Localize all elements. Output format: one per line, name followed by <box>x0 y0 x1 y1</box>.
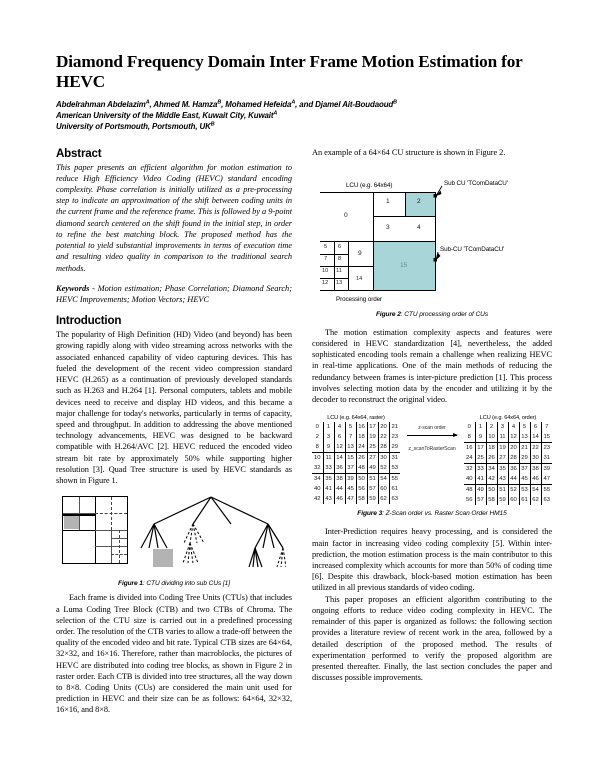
abstract-heading: Abstract <box>56 146 102 160</box>
table-cell: 30 <box>378 453 389 464</box>
table-cell: 56 <box>465 497 473 504</box>
figure-2-graphic <box>312 166 552 306</box>
table-cell: 7 <box>345 432 356 442</box>
arrow-line-icon <box>407 435 457 436</box>
right-paragraph-5: This paper proposes an efficient algorithm contributing to the ongoing efforts to reduce video coding complexity in HEVC. The remainder of this paper is organized as follows: the following section provides a literature review of recent work in the area, followed by a detailed description of the proposed method. The results of experimentation performed to verify the proposed algorithm are presented thereafter. Finally, the last section concludes the paper and discusses possible improvements. <box>312 594 552 683</box>
table-cell: 60 <box>378 484 389 494</box>
author-4: , and Djamel Ait-Boudaoud <box>295 99 394 109</box>
figure-2-lcu-label: LCU (e.g. 64x64) <box>346 181 393 189</box>
table-cell: 17 <box>475 443 486 454</box>
figure-2-number-1: 1 <box>386 197 390 205</box>
table-cell: 42 <box>313 496 321 503</box>
table-cell: 58 <box>356 494 367 504</box>
table-cell: 14 <box>334 453 345 464</box>
table-cell: 5 <box>345 422 356 432</box>
table-cell: 37 <box>519 464 530 475</box>
figure-2-number-4: 4 <box>417 223 421 231</box>
table-cell: 46 <box>334 494 345 504</box>
two-column-body <box>0 133 600 716</box>
introduction-heading: Introduction <box>56 314 122 328</box>
figure-2-sub-cu-bottom-label: Sub-CU 'TComDataCU' <box>440 245 505 253</box>
figure-2-number-2: 2 <box>417 197 421 205</box>
table-cell: 18 <box>356 432 367 442</box>
table-cell: 47 <box>541 474 552 485</box>
table-row <box>312 494 400 504</box>
figure-1-label: Figure 1 <box>118 580 143 588</box>
table-cell: 61 <box>519 495 530 505</box>
table-cell: 4 <box>334 422 345 432</box>
table-cell: 61 <box>389 484 400 494</box>
table-cell: 18 <box>486 443 497 454</box>
table-cell: 16 <box>356 422 367 432</box>
table-cell: 52 <box>378 463 389 474</box>
table-cell: 1 <box>475 422 486 432</box>
table-cell: 47 <box>345 494 356 504</box>
affiliation-2-mark: B <box>210 121 215 128</box>
table-cell: 13 <box>345 442 356 453</box>
table-cell: 55 <box>389 474 400 485</box>
table-cell: 8 <box>464 432 475 443</box>
table-row <box>312 432 400 442</box>
figure-2-number-13: 13 <box>336 279 343 286</box>
table-row <box>464 453 552 464</box>
author-3: , Mohamed Hefeida <box>221 99 292 109</box>
table-cell: 53 <box>519 485 530 496</box>
right-paragraph-3: The motion estimation complexity aspects and features were considered in HEVC standardization [4], nevertheless, the added sophisticated encoding tools remain a challenge when realizing HEVC in real-time applications. One of the main methods of reducing the redundancy between frames is inter-picture prediction [1]. This process involves selecting motion data by the encoder and utilizing it by the decoder to reconstruct the original video. <box>312 327 552 405</box>
table-cell: 50 <box>356 474 367 485</box>
table-cell: 59 <box>497 495 508 505</box>
table-cell: 50 <box>486 485 497 496</box>
spacer <box>56 305 292 314</box>
right-column <box>312 147 552 716</box>
table-cell: 48 <box>465 487 473 494</box>
table-cell: 0 <box>467 424 471 431</box>
table-cell: 29 <box>519 453 530 464</box>
table-cell: 26 <box>356 453 367 464</box>
author-list <box>56 99 556 110</box>
scan-conversion-arrow <box>402 415 462 452</box>
table-cell: 62 <box>378 494 389 504</box>
table-cell: 59 <box>367 494 378 504</box>
arrow-label-top: z-scan order <box>418 425 446 432</box>
table-cell: 28 <box>378 442 389 453</box>
table-cell: 26 <box>486 453 497 464</box>
table-row <box>312 422 400 432</box>
table-cell: 46 <box>530 474 541 485</box>
table-cell: 16 <box>465 445 473 452</box>
table-cell: 41 <box>323 484 334 494</box>
z-scan-table <box>312 422 400 504</box>
table-cell: 21 <box>519 443 530 454</box>
left-column <box>56 147 292 716</box>
table-row <box>312 474 400 485</box>
figure-2-number-6: 6 <box>338 243 342 250</box>
table-row <box>464 474 552 485</box>
table-cell: 40 <box>313 486 321 493</box>
table-cell: 49 <box>475 485 486 496</box>
table-row <box>312 463 400 474</box>
table-cell: 52 <box>508 485 519 496</box>
table-cell: 30 <box>530 453 541 464</box>
table-cell: 31 <box>389 453 400 464</box>
table-cell: 32 <box>465 466 473 473</box>
table-cell: 0 <box>315 424 319 431</box>
z-scan-panel <box>312 415 400 504</box>
table-cell: 49 <box>367 463 378 474</box>
table-cell: 2 <box>315 434 319 441</box>
paper-header <box>0 0 600 133</box>
figure-3-caption-text: : Z-Scan order vs. Raster Scan Order HM15 <box>382 510 507 518</box>
spacer <box>312 517 552 526</box>
table-cell: 51 <box>367 474 378 485</box>
keywords-line <box>56 283 292 305</box>
figure-2-processing-order-label: Processing order <box>336 295 382 303</box>
table-cell: 54 <box>378 474 389 485</box>
scan-order-comparison <box>312 415 552 505</box>
table-cell: 4 <box>508 422 519 432</box>
table-cell: 57 <box>367 484 378 494</box>
table-cell: 56 <box>356 484 367 494</box>
table-cell: 23 <box>389 432 400 442</box>
figure-3-label: Figure 3 <box>357 510 383 518</box>
table-cell: 25 <box>367 442 378 453</box>
figure-2-number-0: 0 <box>344 211 348 219</box>
page-title: Diamond Frequency Domain Inter Frame Motion Estimation for HEVC <box>56 52 523 92</box>
table-cell: 34 <box>313 476 321 483</box>
spacer <box>312 318 552 327</box>
table-cell: 62 <box>530 495 541 505</box>
table-cell: 36 <box>508 464 519 475</box>
author-2-affil-mark: B <box>217 99 222 106</box>
table-cell: 48 <box>356 463 367 474</box>
ctu-partition-grid <box>62 496 128 564</box>
figure-2-number-9: 9 <box>358 249 362 257</box>
table-cell: 35 <box>497 464 508 475</box>
raster-scan-body <box>464 422 552 505</box>
figure-2-number-15: 15 <box>400 261 408 269</box>
table-row <box>464 485 552 496</box>
table-cell: 6 <box>334 432 345 442</box>
table-cell: 19 <box>497 443 508 454</box>
affiliation-1 <box>56 110 556 121</box>
table-cell: 12 <box>334 442 345 453</box>
figure-2-caption <box>312 311 552 318</box>
table-cell: 20 <box>378 422 389 432</box>
figure-2-number-5: 5 <box>324 243 328 250</box>
table-row <box>464 495 552 505</box>
table-cell: 3 <box>497 422 508 432</box>
table-row <box>312 442 400 453</box>
table-cell: 40 <box>464 474 475 485</box>
table-cell: 29 <box>389 442 400 453</box>
affiliation-1-text: American University of the Middle East, Kuwait City, Kuwait <box>56 111 274 121</box>
table-cell: 32 <box>312 463 323 474</box>
table-cell: 53 <box>389 463 400 474</box>
table-cell: 21 <box>389 422 400 432</box>
figure-2-number-12: 12 <box>322 279 329 286</box>
author-1-affil-mark: A <box>145 99 150 106</box>
table-cell: 39 <box>541 464 552 475</box>
table-row <box>312 453 400 464</box>
table-cell: 39 <box>345 474 356 485</box>
figure-2-caption-text: : CTU processing order of CUs <box>400 310 489 318</box>
table-cell: 63 <box>541 495 552 505</box>
figure-2-number-7: 7 <box>324 255 328 262</box>
affiliation-2-text: University of Portsmouth, Portsmouth, UK <box>56 122 211 132</box>
table-cell: 60 <box>508 495 519 505</box>
table-cell: 23 <box>541 443 552 454</box>
raster-scan-table <box>464 422 552 505</box>
figure-2-number-8: 8 <box>338 255 342 262</box>
figure-2-number-10: 10 <box>322 267 329 274</box>
quadtree-svg <box>136 493 286 573</box>
table-cell: 33 <box>323 463 334 474</box>
table-cell: 10 <box>486 432 497 443</box>
table-cell: 22 <box>530 443 541 454</box>
shaded-cu-block <box>64 514 79 529</box>
ctu-processing-order-diagram <box>312 166 552 304</box>
figure-2-number-3: 3 <box>386 223 390 231</box>
author-2: , Ahmed M. Hamza <box>149 99 218 109</box>
table-cell: 43 <box>323 494 334 504</box>
table-cell: 51 <box>497 485 508 496</box>
table-cell: 44 <box>508 474 519 485</box>
arrow-label-bottom: z_scanToRasterScan <box>408 446 456 453</box>
affiliation-2 <box>56 121 556 132</box>
table-row <box>464 432 552 443</box>
table-cell: 27 <box>497 453 508 464</box>
keywords-label: Keywords <box>56 283 90 293</box>
figure-3-graphic <box>312 415 552 517</box>
table-cell: 5 <box>519 422 530 432</box>
intro-paragraph-2: Each frame is divided into Coding Tree Units (CTUs) that includes a Luma Coding Tree Block (CTB) and two CTBs of Chroma. The selection of the CTU size is carried out in a predefined processing order. The resolution of the CTB varies to allow a trade-off between the quality of the encoded video and bit rate. Typical CTB sizes are 64×64, 32×32, and 16×16. Therefore, rather than macroblocks, the pictures of HEVC are distributed into coding tree blocks, as shown in Figure 2 in raster order. Each CTB is divided into tree structures, all the way down to 8×8. Coding Units (CUs) are considered the main unit used for prediction in HEVC and their size can be as follows: 64×64, 32×32, 16×16, and 8×8. <box>56 593 292 715</box>
table-cell: 27 <box>367 453 378 464</box>
table-cell: 3 <box>323 432 334 442</box>
table-cell: 54 <box>530 485 541 496</box>
intro-paragraph-1: The popularity of High Definition (HD) Video (and beyond) has been growing rapidly along with video streaming across networks with the associated enhanced capability of video capturing devices. This has fueled the development of the recent video compression standard HEVC (H.265) as a continuation of previously developed standards such as H.263 and H.264 [1]. Personal computers, tablets and mobile devices need to receive and display HD videos, and this became a major challenge for today's networks, particularly in terms of capacity, speed and throughput. In addition to addressing the above mentioned technology advancements, HEVC was designed to be backward compatible with H.264/AVC [2]. HEVC reduced the encoded video stream bit rate by approximately 50% while supporting higher resolution [3]. Quad Tree structure is used by HEVC standards as shown in Figure 1. <box>56 330 292 486</box>
table-cell: 28 <box>508 453 519 464</box>
table-cell: 13 <box>519 432 530 443</box>
figure-2-number-14: 14 <box>356 275 363 282</box>
table-cell: 24 <box>356 442 367 453</box>
table-cell: 57 <box>475 495 486 505</box>
table-row <box>464 443 552 454</box>
table-cell: 25 <box>475 453 486 464</box>
table-cell: 22 <box>378 432 389 442</box>
table-cell: 15 <box>541 432 552 443</box>
table-cell: 44 <box>334 484 345 494</box>
abstract-text: This paper presents an efficient algorithm for motion estimation to reduce High Efficiency Video Coding (HEVC) standard encoding complexity. Phase correlation is initially utilized as a pre-processing step to indicate an approximation of the shift between coding units in the current frame and the reference frame. This is followed by a 9-point diamond search centered on the shift found in the initial step, in order to refine the best matching block. The proposed method has the potential to yield substantial improvements in terms of execution time and resulting video quality in comparison to the traditional search methods. <box>56 162 292 273</box>
author-3-affil-mark: A <box>291 99 296 106</box>
table-cell: 43 <box>497 474 508 485</box>
table-row <box>464 422 552 432</box>
table-cell: 58 <box>486 495 497 505</box>
table-cell: 33 <box>475 464 486 475</box>
table-cell: 14 <box>530 432 541 443</box>
figure-1-caption-text: : CTU dividing into sub CUs [1] <box>142 580 230 588</box>
figure-1-graphic <box>56 493 292 575</box>
table-cell: 35 <box>323 474 334 485</box>
table-cell: 8 <box>312 442 323 453</box>
figure-2-sub-cu-top-label: Sub CU 'TComDataCU' <box>444 179 508 187</box>
table-cell: 42 <box>486 474 497 485</box>
table-cell: 1 <box>323 422 334 432</box>
author-1: Abdelrahman Abdelazim <box>56 99 146 109</box>
figure-1-caption <box>56 580 292 587</box>
table-cell: 38 <box>530 464 541 475</box>
keywords-text: - Motion estimation; Phase Correlation; Diamond Search; HEVC Improvements; Motion Vectors; HEVC <box>56 283 292 304</box>
table-cell: 20 <box>508 443 519 454</box>
table-cell: 12 <box>508 432 519 443</box>
table-cell: 36 <box>334 463 345 474</box>
figure-2-intro-line: An example of a 64×64 CU structure is shown in Figure 2. <box>312 147 506 157</box>
table-cell: 7 <box>541 422 552 432</box>
figure-2-leader-lines <box>312 166 552 304</box>
table-cell: 2 <box>486 422 497 432</box>
leaf-shaded-block <box>153 549 173 567</box>
table-cell: 45 <box>519 474 530 485</box>
table-cell: 38 <box>334 474 345 485</box>
figure-2-label: Figure 2 <box>375 310 401 318</box>
author-4-affil-mark: B <box>393 99 397 106</box>
raster-scan-panel <box>464 415 552 505</box>
table-cell: 19 <box>367 432 378 442</box>
table-cell: 34 <box>486 464 497 475</box>
table-cell: 41 <box>475 474 486 485</box>
figure-3-caption <box>312 510 552 517</box>
z-scan-title: LCU (e.g. 64x64, raster) <box>327 415 385 422</box>
table-cell: 55 <box>541 485 552 496</box>
figure-2-number-11: 11 <box>336 267 342 274</box>
table-cell: 9 <box>323 442 334 453</box>
table-cell: 63 <box>389 494 400 504</box>
table-cell: 6 <box>530 422 541 432</box>
raster-scan-title: LCU (e.g. 64x64, order) <box>479 415 537 422</box>
table-cell: 17 <box>367 422 378 432</box>
table-cell: 37 <box>345 463 356 474</box>
table-cell: 15 <box>345 453 356 464</box>
table-cell: 11 <box>497 432 508 443</box>
quadtree-diagram <box>136 493 286 573</box>
table-cell: 24 <box>464 453 475 464</box>
table-cell: 45 <box>345 484 356 494</box>
table-row <box>312 484 400 494</box>
table-cell: 11 <box>323 453 334 464</box>
table-cell: 9 <box>475 432 486 443</box>
table-cell: 10 <box>313 455 321 462</box>
table-row <box>464 464 552 475</box>
affiliation-1-mark: A <box>273 110 278 117</box>
table-cell: 31 <box>541 453 552 464</box>
right-paragraph-4: Inter-Prediction requires heavy processing, and is considered the main factor in increasing video coding complexity [5]. Within inter-prediction, the motion estimation process is the main contributor to this increased complexity which accounts for more than 50% of coding time [6]. Despite this drawback, block-based motion estimation has been utilized in all previous standards of video coding. <box>312 527 552 593</box>
z-scan-body <box>312 422 400 504</box>
